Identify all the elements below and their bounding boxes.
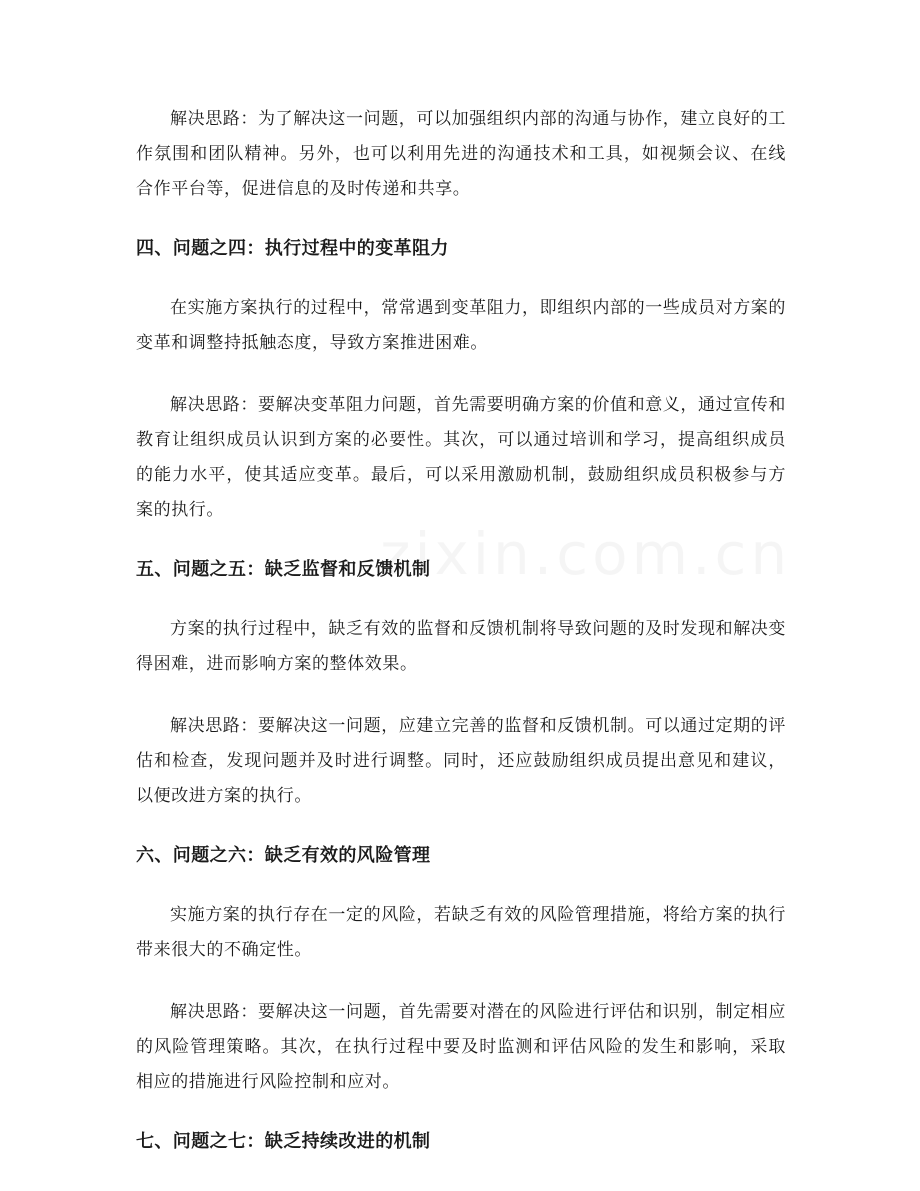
paragraph-solution-4: 解决思路：要解决变革阻力问题，首先需要明确方案的价值和意义，通过宣传和教育让组织成员认识到方案的必要性。其次，可以通过培训和学习，提高组织成员的能力水平，使其适应变革。最后，可以采用激励机制，鼓励组织成员积极参与方案的执行。 bbox=[136, 395, 786, 520]
paragraph-problem-5: 方案的执行过程中，缺乏有效的监督和反馈机制将导致问题的及时发现和解决变得困难，进而影响方案的整体效果。 bbox=[136, 619, 786, 674]
paragraph-solution-3: 解决思路：为了解决这一问题，可以加强组织内部的沟通与协作，建立良好的工作氛围和团队精神。另外，也可以利用先进的沟通技术和工具，如视频会议、在线合作平台等，促进信息的及时传递和共享。 bbox=[136, 109, 786, 199]
document-body bbox=[136, 102, 786, 1184]
paragraph-problem-6: 实施方案的执行存在一定的风险，若缺乏有效的风险管理措施，将给方案的执行带来很大的不确定性。 bbox=[136, 905, 786, 960]
paragraph-problem-4: 在实施方案执行的过程中，常常遇到变革阻力，即组织内部的一些成员对方案的变革和调整持抵触态度，导致方案推进困难。 bbox=[136, 298, 786, 353]
section-heading-6: 六、问题之六：缺乏有效的风险管理 bbox=[136, 845, 431, 866]
section-heading-7: 七、问题之七：缺乏持续改进的机制 bbox=[136, 1131, 431, 1152]
paragraph-solution-5: 解决思路：要解决这一问题，应建立完善的监督和反馈机制。可以通过定期的评估和检查，发现问题并及时进行调整。同时，还应鼓励组织成员提出意见和建议，以便改进方案的执行。 bbox=[136, 716, 786, 806]
section-heading-4: 四、问题之四：执行过程中的变革阻力 bbox=[136, 238, 449, 259]
section-heading-5: 五、问题之五：缺乏监督和反馈机制 bbox=[136, 559, 431, 580]
paragraph-solution-6: 解决思路：要解决这一问题，首先需要对潜在的风险进行评估和识别，制定相应的风险管理策略。其次，在执行过程中要及时监测和评估风险的发生和影响，采取相应的措施进行风险控制和应对。 bbox=[136, 1002, 786, 1092]
